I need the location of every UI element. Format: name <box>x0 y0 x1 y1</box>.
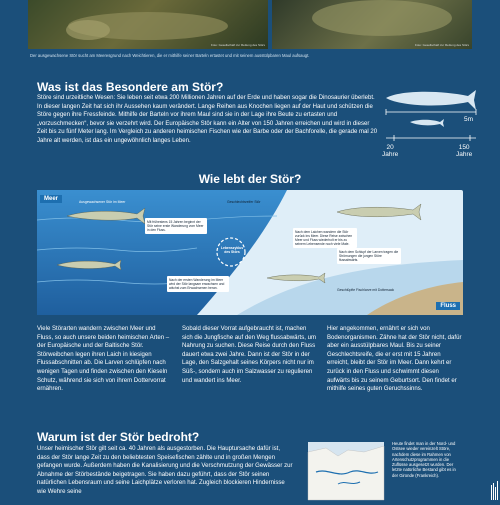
section-text: Störe sind urzeitliche Wesen: Sie leben seit etwa 200 Millionen Jahren auf der Erde und haben sogar die Dinosaurier überlebt. In dieser langen Zeit hat sich ihr Aussehen kaum verändert. Lange Reihen aus Knochen liegen auf der Haut und schützen die Störe gegen ihre Fressfeinde. Mithilfe der Barteln vor ihrem Maul sind sie in der Lage ihre Beute zu ertasten und „vorzuschmecken“, bevor sie verzehrt wird. Der Europäische Stör kann ein Alter von 150 Jahren erreichen und wird in dieser Zeit bis zu fünf Meter lang. Im Vergleich zu anderen heimischen Fischen wie der Barbe oder der Bachforelle, die gerade mal 20 Jahre alt werden, ist das ein ungewöhnlich langes Leben. <box>37 95 378 144</box>
photo-caption: Der ausgewachsene Stör sucht am Meeresgrund nach Weichtieren, die er mithilfe seiner Barteln ertastet und mit seinem ausstülpbaren Maul aufsaugt. <box>30 53 310 58</box>
note-return: Nach dem Laichen wandern die Stör zurück ins Meer. Diese Reise zwischen Meer und Fluss wiederholt er bis zu seinem Lebensende noch viele Male. <box>293 228 357 248</box>
larva-label: Geschlüpfte Fischlarve mit Dottersack <box>337 288 395 292</box>
map-note: Heute findet man in der Nord- und Ostsee wieder vereinzelt Störe, nachdem diese im Rahmen von Artenschutzprogrammen in die Zuflüsse ausgesetzt wurden. Der letzte natürliche Bestand gibt es in der Gironde (Frankreich). <box>392 441 456 478</box>
column-1: Viele Störarten wandern zwischen Meer und Fluss, so auch unsere beiden heimischen Arten – der Europäische und der Baltische Stör. Störweibchen legen ihren Laich in kiesigen Flussabschnitten ab. Die Larven schlüpfen nach wenigen Tagen und finden zwischen den Kieseln Schutz, während sie sich von ihrem Dottervorrat ernähren. <box>37 326 170 393</box>
sturgeon-photo-right <box>272 0 472 49</box>
age-label-right: 150 Jahre <box>456 144 473 158</box>
river-label: Fluss <box>436 302 460 310</box>
map-illustration <box>308 442 384 500</box>
sturgeon-head-illustration <box>272 0 472 49</box>
column-3: Hier angekommen, ernährt er sich von Bodenorganismen. Zähne hat der Stör nicht, dafür aber ein ausstülpbares Maul. Bis zu seiner Geschlechtsreife, die er erst mit 15 Jahren erreicht, bleibt der Stör im Meer. Dann kehrt er zurück in den Fluss und schwimmt diesen aufwärts bis zu seinem Geburtsort. Den findet er mithilfe seines guten Geruchssinns. <box>327 326 462 393</box>
section-heading: Was ist das Besondere am Stör? <box>37 80 224 94</box>
mature-label: Geschlechtsreifer Stör <box>227 200 261 204</box>
note-growth: Nach der ersten Wanderung im Meer wird der Stör langsam erwachsen und wächst zum Erwachsenen heran. <box>167 276 229 292</box>
cycle-label: Lebenszyklus des Störs <box>220 246 244 254</box>
life-cycle-diagram <box>37 172 463 315</box>
column-2: Sobald dieser Vorrat aufgebraucht ist, machen sich die Jungfische auf den Weg flussabwärts, um Nahrung zu suchen. Diese Reise durch den Fluss dauert etwa zwei Jahre. Dann ist der Stör in der Lage, den Salzgehalt seines Körpers nicht nur im Süß-, sondern auch im Salzwasser zu regulieren und wandert ins Meer. <box>182 326 316 384</box>
note-larvae: Nach dem Schlupf der Larven tragen die Strömungen die jungen Störe flussabwärts. <box>337 248 401 264</box>
section-heading: Warum ist der Stör bedroht? <box>37 430 200 444</box>
photo-strip <box>0 0 500 50</box>
sturgeon-photo-left <box>28 0 268 49</box>
photo-credit: Foto: Gesellschaft zur Rettung des Störs <box>210 43 265 47</box>
barcode-icon <box>490 455 500 500</box>
length-label: 5m <box>464 116 474 123</box>
size-age-comparison <box>380 86 480 176</box>
adult-label: Ausgewachsener Stör im Meer <box>79 200 126 204</box>
section-text: Unser heimischer Stör gilt seit ca. 40 Jahren als ausgestorben. Die Hauptursache dafür ist, dass der Stör lange Zeit zu den beliebtesten Speisefischen zählte und in großen Mengen gefangen wurde. Außerdem haben die Kanalisierung und die Verschmutzung der Gewässer zur Abnahme der Störbestände beigetragen. Sie haben dazu geführt, dass der Stör seinen natürlichen Lebensraum und seine Laichplätze verloren hat. Zugleich blockieren Hindernisse wie Wehre seine <box>37 446 293 495</box>
sea-label: Meer <box>40 195 62 203</box>
note-migration: Mit frühestens 15 Jahren beginnt der Stör seine erste Wanderung vom Meer in den Fluss. <box>145 218 207 234</box>
diagram-title: Wie lebt der Stör? <box>198 172 302 186</box>
sturgeon-illustration <box>28 0 268 49</box>
photo-credit: Foto: Gesellschaft zur Rettung des Störs <box>414 43 469 47</box>
sturgeon-size-icon <box>380 86 480 176</box>
age-label-left: 20 Jahre <box>382 144 399 158</box>
europe-map <box>308 442 384 500</box>
